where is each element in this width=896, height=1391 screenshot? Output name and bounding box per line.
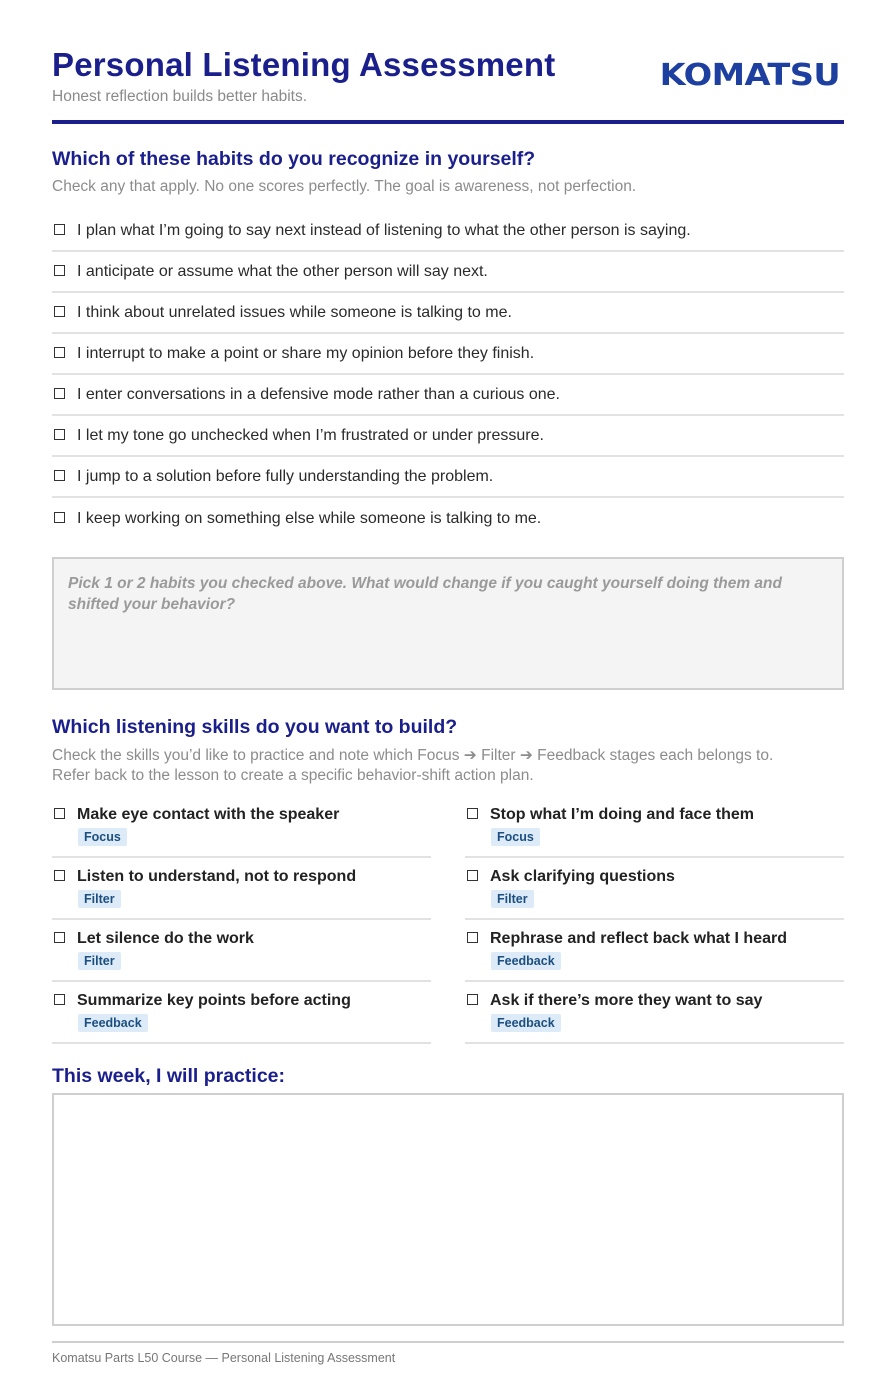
- skill-label: Stop what I’m doing and face them: [490, 806, 755, 823]
- habit-label: I jump to a solution before fully understanding the problem.: [77, 467, 494, 485]
- skill-item[interactable]: [465, 924, 844, 982]
- skill-label: Make eye contact with the speaker: [77, 806, 340, 823]
- stage-tag: Filter: [78, 890, 121, 908]
- skill-item[interactable]: [465, 800, 844, 858]
- header-divider: [52, 120, 844, 124]
- stage-tag: Focus: [78, 828, 127, 846]
- skill-item[interactable]: [52, 800, 431, 858]
- skill-item[interactable]: [465, 986, 844, 1044]
- habit-item[interactable]: [52, 293, 844, 334]
- habit-item[interactable]: [52, 334, 844, 375]
- skill-label: Rephrase and reflect back what I heard: [490, 930, 787, 947]
- skill-item[interactable]: [52, 862, 431, 920]
- skill-item[interactable]: [52, 924, 431, 982]
- habit-item[interactable]: [52, 457, 844, 498]
- checkbox[interactable]: [467, 808, 478, 819]
- skills-hint-line2: Refer back to the lesson to create a specific behavior-shift action plan.: [52, 767, 534, 784]
- checkbox[interactable]: [54, 808, 65, 819]
- checkbox[interactable]: [54, 994, 65, 1005]
- checkbox[interactable]: [54, 306, 65, 317]
- skills-hint-line1: Check the skills you’d like to practice and note which Focus ➔ Filter ➔ Feedback stages each belongs to.: [52, 747, 774, 764]
- stage-tag: Filter: [78, 952, 121, 970]
- komatsu-logo: KOMATSU: [659, 58, 840, 93]
- footer-divider: [52, 1341, 844, 1343]
- checkbox[interactable]: [54, 932, 65, 943]
- habit-item[interactable]: [52, 416, 844, 457]
- skill-label: Listen to understand, not to respond: [77, 868, 357, 885]
- skills-heading: Which listening skills do you want to build?: [52, 716, 458, 738]
- reflection-prompt: Pick 1 or 2 habits you checked above. What would change if you caught yourself doing them and shifted your behavior?: [68, 575, 782, 613]
- habits-heading: Which of these habits do you recognize in yourself?: [52, 148, 536, 170]
- skill-label: Summarize key points before acting: [77, 992, 351, 1009]
- habit-label: I think about unrelated issues while someone is talking to me.: [77, 303, 512, 321]
- checkbox[interactable]: [54, 470, 65, 481]
- practice-textbox[interactable]: [52, 1093, 844, 1326]
- page-subtitle: Honest reflection builds better habits.: [52, 88, 308, 105]
- habit-label: I interrupt to make a point or share my opinion before they finish.: [77, 344, 535, 362]
- page-title: Personal Listening Assessment: [52, 46, 556, 83]
- habit-label: I anticipate or assume what the other person will say next.: [77, 262, 488, 280]
- checkbox[interactable]: [54, 512, 65, 523]
- checkbox[interactable]: [54, 265, 65, 276]
- habit-label: I plan what I’m going to say next instead of listening to what the other person is saying.: [77, 221, 691, 239]
- habit-item[interactable]: [52, 252, 844, 293]
- skill-label: Let silence do the work: [77, 930, 254, 947]
- skill-item[interactable]: [52, 986, 431, 1044]
- habit-label: I enter conversations in a defensive mode rather than a curious one.: [77, 385, 560, 403]
- habit-label: I keep working on something else while someone is talking to me.: [77, 509, 542, 527]
- practice-heading: This week, I will practice:: [52, 1065, 286, 1087]
- checkbox[interactable]: [467, 870, 478, 881]
- reflection-textbox[interactable]: [52, 557, 844, 690]
- skill-label: Ask clarifying questions: [490, 868, 675, 885]
- skill-label: Ask if there’s more they want to say: [490, 992, 763, 1009]
- habits-hint: Check any that apply. No one scores perfectly. The goal is awareness, not perfection.: [52, 178, 637, 195]
- habit-item[interactable]: [52, 498, 844, 539]
- habit-label: I let my tone go unchecked when I’m frustrated or under pressure.: [77, 426, 544, 444]
- stage-tag: Filter: [491, 890, 534, 908]
- habit-item[interactable]: [52, 211, 844, 252]
- stage-tag: Feedback: [491, 952, 561, 970]
- checkbox[interactable]: [54, 224, 65, 235]
- checkbox[interactable]: [54, 870, 65, 881]
- footer-text: Komatsu Parts L50 Course — Personal Listening Assessment: [52, 1351, 396, 1365]
- stage-tag: Feedback: [78, 1014, 148, 1032]
- checkbox[interactable]: [54, 388, 65, 399]
- stage-tag: Feedback: [491, 1014, 561, 1032]
- skill-item[interactable]: [465, 862, 844, 920]
- checkbox[interactable]: [467, 932, 478, 943]
- stage-tag: Focus: [491, 828, 540, 846]
- checkbox[interactable]: [54, 347, 65, 358]
- checkbox[interactable]: [467, 994, 478, 1005]
- habit-item[interactable]: [52, 375, 844, 416]
- habits-checklist: [52, 211, 844, 539]
- checkbox[interactable]: [54, 429, 65, 440]
